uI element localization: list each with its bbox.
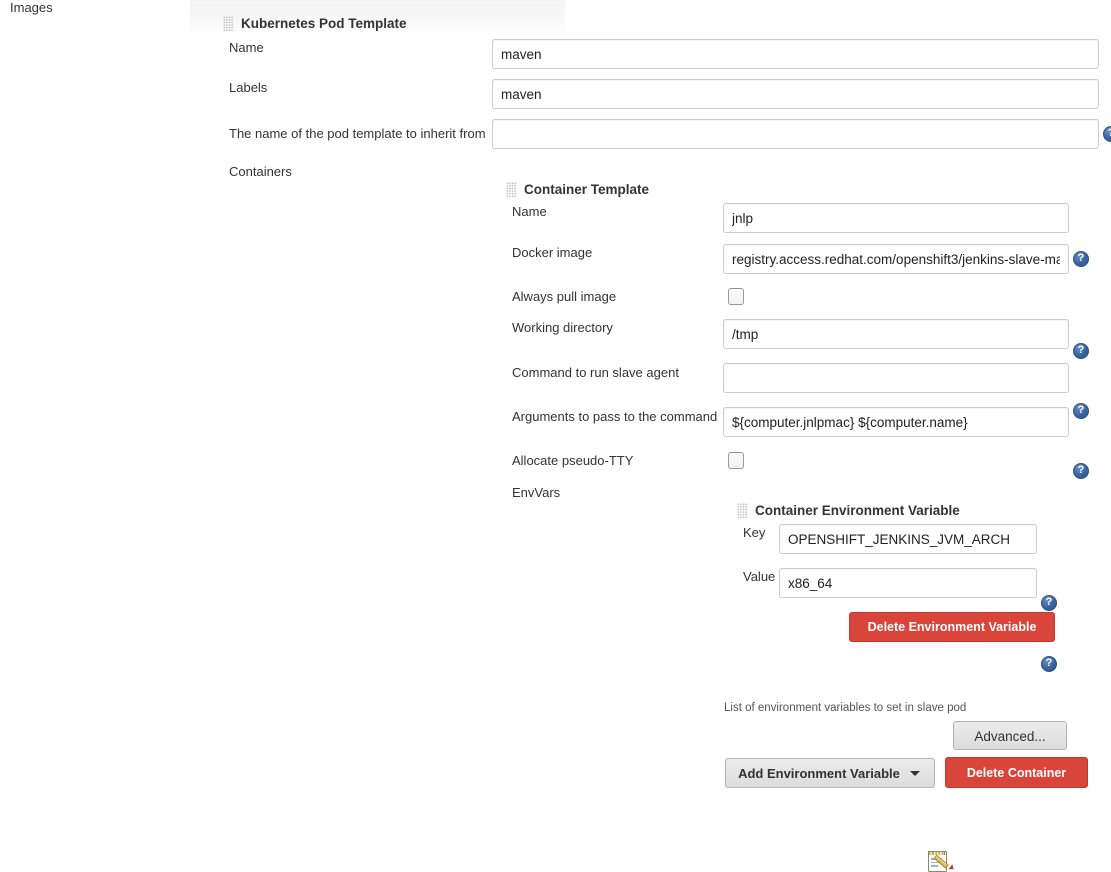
help-icon[interactable] — [1103, 126, 1111, 142]
drag-handle-icon[interactable] — [223, 16, 234, 31]
notepad-pencil-icon[interactable] — [928, 848, 950, 872]
add-environment-variable-button[interactable] — [725, 758, 935, 788]
add-environment-variable-hint: List of environment variables to set in slave pod — [724, 702, 967, 714]
containers-label: Containers — [229, 164, 292, 179]
command-arguments-help-icon[interactable] — [1073, 463, 1089, 479]
pod-inherit-help-icon-clip — [1103, 126, 1111, 142]
allocate-pseudo-tty-label: Allocate pseudo-TTY — [512, 453, 634, 468]
env-var-drag-handle-icon[interactable] — [737, 503, 748, 518]
command-arguments-label: Arguments to pass to the command — [512, 409, 718, 424]
add-environment-variable-label: Add Environment Variable — [738, 765, 900, 781]
pod-labels-input[interactable] — [492, 79, 1099, 109]
delete-environment-variable-button[interactable]: Delete Environment Variable — [849, 612, 1055, 642]
working-directory-input[interactable] — [723, 319, 1069, 349]
slave-command-input[interactable] — [723, 363, 1069, 393]
pod-template-title: Kubernetes Pod Template — [241, 16, 407, 31]
container-drag-handle-icon[interactable] — [506, 182, 517, 197]
env-value-input[interactable] — [779, 568, 1037, 598]
breadcrumb: Images — [10, 0, 53, 15]
slave-command-label: Command to run slave agent — [512, 365, 679, 380]
env-var-title: Container Environment Variable — [755, 503, 960, 518]
working-directory-help-icon[interactable] — [1073, 343, 1089, 359]
always-pull-image-label: Always pull image — [512, 289, 617, 304]
slave-command-help-icon[interactable] — [1073, 403, 1089, 419]
env-key-help-icon[interactable] — [1041, 595, 1057, 611]
notepad-line — [931, 865, 938, 867]
pod-inherit-label: The name of the pod template to inherit from — [229, 126, 486, 141]
pod-labels-label: Labels — [229, 80, 268, 95]
env-key-label: Key — [743, 525, 766, 540]
always-pull-image-checkbox[interactable] — [728, 288, 744, 305]
delete-container-button[interactable]: Delete Container — [945, 757, 1088, 788]
container-template-title: Container Template — [524, 182, 650, 197]
container-name-input[interactable] — [723, 203, 1069, 233]
docker-image-input[interactable] — [723, 244, 1069, 274]
docker-image-label: Docker image — [512, 245, 593, 260]
chevron-down-icon[interactable] — [910, 771, 920, 776]
docker-image-help-icon[interactable] — [1073, 251, 1089, 267]
pod-name-label: Name — [229, 40, 264, 55]
allocate-pseudo-tty-checkbox[interactable] — [728, 452, 744, 469]
pencil-tip — [948, 864, 955, 871]
envvars-label: EnvVars — [512, 485, 561, 500]
pod-inherit-input[interactable] — [492, 119, 1099, 149]
env-value-label: Value — [743, 569, 776, 584]
container-name-label: Name — [512, 204, 547, 219]
command-arguments-input[interactable] — [723, 407, 1069, 437]
pod-name-input[interactable] — [492, 39, 1099, 69]
advanced-button[interactable]: Advanced... — [953, 721, 1067, 750]
working-directory-label: Working directory — [512, 320, 613, 335]
env-key-input[interactable] — [779, 524, 1037, 554]
env-value-help-icon[interactable] — [1041, 656, 1057, 672]
